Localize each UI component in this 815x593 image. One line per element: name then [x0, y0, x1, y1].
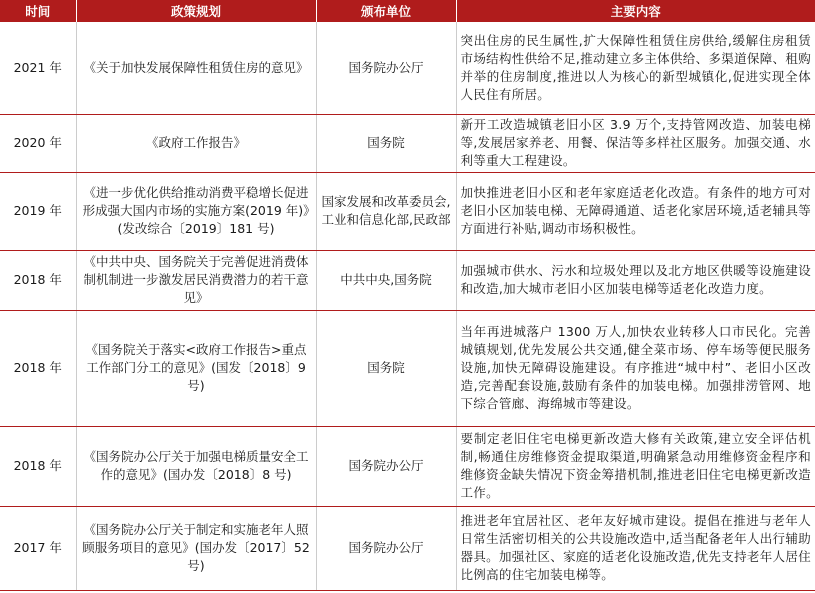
header-time: 时间 [0, 0, 76, 22]
row-policy: 《政府工作报告》 [76, 114, 316, 172]
row-issuer: 国务院 [316, 114, 456, 172]
row-year: 2018 年 [0, 426, 76, 506]
row-issuer: 国家发展和改革委员会,工业和信息化部,民政部 [316, 172, 456, 250]
row-content: 当年再进城落户 1300 万人,加快农业转移人口市民化。完善城镇规划,优先发展公共交通,健全菜市场、停车场等便民服务设施,加快无障碍设施建设。有序推进“城中村”、老旧小区改造,完善配套设施,鼓励有条件的加装电梯。加强排涝管网、地下综合管廊、海绵城市等建设。 [456, 310, 815, 426]
table-row [0, 114, 815, 172]
row-policy: 《进一步优化供给推动消费平稳增长促进形成强大国内市场的实施方案(2019 年)》(发改综合〔2019〕181 号) [76, 172, 316, 250]
row-policy: 《中共中央、国务院关于完善促进消费体制机制进一步激发居民消费潜力的若干意见》 [76, 250, 316, 310]
row-content: 加快推进老旧小区和老年家庭适老化改造。有条件的地方可对老旧小区加装电梯、无障碍通道、适老化家居环境,适老辅具等方面进行补贴,调动市场积极性。 [456, 172, 815, 250]
row-year: 2018 年 [0, 310, 76, 426]
row-year: 2020 年 [0, 114, 76, 172]
table-row [0, 506, 815, 590]
row-content: 突出住房的民生属性,扩大保障性租赁住房供给,缓解住房租赁市场结构性供给不足,推动建立多主体供给、多渠道保障、租购并举的住房制度,推进以人为核心的新型城镇化,促进实现全体人民住有所居。 [456, 22, 815, 114]
table-row [0, 172, 815, 250]
table-row [0, 22, 815, 114]
row-year: 2021 年 [0, 22, 76, 114]
row-content: 新开工改造城镇老旧小区 3.9 万个,支持管网改造、加装电梯等,发展居家养老、用餐、保洁等多样社区服务。加强交通、水利等重大工程建设。 [456, 114, 815, 172]
row-content: 加强城市供水、污水和垃圾处理以及北方地区供暖等设施建设和改造,加大城市老旧小区加装电梯等适老化改造力度。 [456, 250, 815, 310]
row-year: 2018 年 [0, 250, 76, 310]
row-content: 推进老年宜居社区、老年友好城市建设。提倡在推进与老年人日常生活密切相关的公共设施改造中,适当配备老年人出行辅助器具。加强社区、家庭的适老化设施改造,优先支持老年人居住比例高的住宅加装电梯等。 [456, 506, 815, 590]
row-issuer: 国务院办公厅 [316, 22, 456, 114]
table-row [0, 310, 815, 426]
row-policy: 《国务院办公厅关于加强电梯质量安全工作的意见》(国办发〔2018〕8 号) [76, 426, 316, 506]
row-issuer: 国务院办公厅 [316, 426, 456, 506]
row-policy: 《关于加快发展保障性租赁住房的意见》 [76, 22, 316, 114]
row-content: 要制定老旧住宅电梯更新改造大修有关政策,建立安全评估机制,畅通住房维修资金提取渠道,明确紧急动用维修资金程序和维修资金缺失情况下资金筹措机制,推进老旧住宅电梯更新改造工作。 [456, 426, 815, 506]
table-row [0, 426, 815, 506]
table-row [0, 250, 815, 310]
table-header-row [0, 0, 815, 22]
row-policy: 《国务院办公厅关于制定和实施老年人照顾服务项目的意见》(国办发〔2017〕52 号) [76, 506, 316, 590]
row-year: 2017 年 [0, 506, 76, 590]
row-issuer: 国务院 [316, 310, 456, 426]
row-issuer: 国务院办公厅 [316, 506, 456, 590]
header-issuer: 颁布单位 [316, 0, 456, 22]
row-policy: 《国务院关于落实<政府工作报告>重点工作部门分工的意见》(国发〔2018〕9 号) [76, 310, 316, 426]
row-issuer: 中共中央,国务院 [316, 250, 456, 310]
row-year: 2019 年 [0, 172, 76, 250]
header-content: 主要内容 [456, 0, 815, 22]
header-policy: 政策规划 [76, 0, 316, 22]
